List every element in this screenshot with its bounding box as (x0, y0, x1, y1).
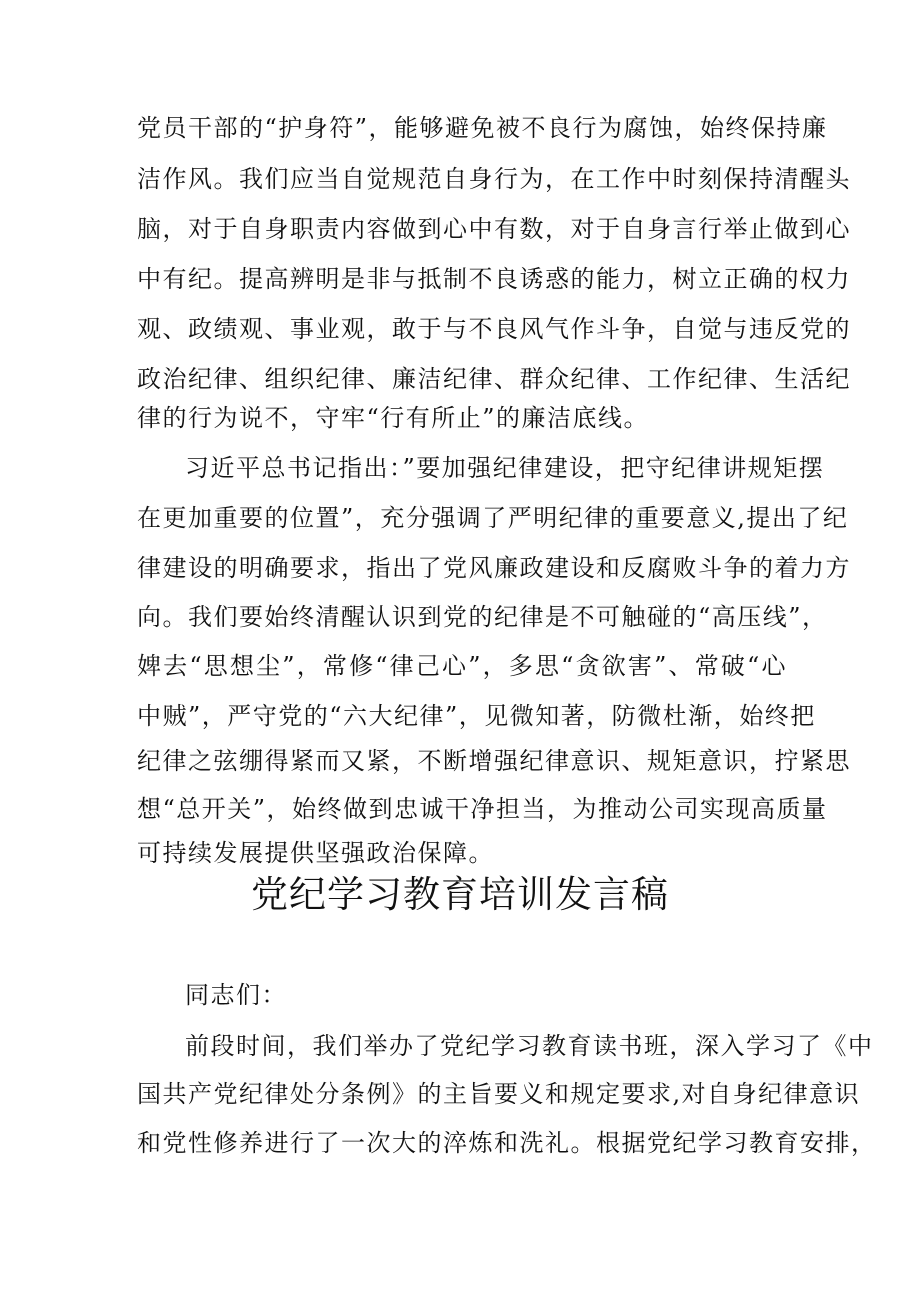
salutation: 同志们： (185, 981, 287, 1009)
paragraph-2-line-1: 习近平总书记指出：”要加强纪律建设，把守纪律讲规矩摆 (185, 454, 825, 482)
document-title: 党纪学习教育培训发言稿 (251, 873, 669, 916)
paragraph-2-line-7: 纪律之弦绷得紧而又紧，不断增强纪律意识、规矩意识，拧紧思 (137, 747, 851, 775)
paragraph-2-line-8: 想“总开关”，始终做到忠诚干净担当，为推动公司实现高质量 (137, 795, 828, 823)
paragraph-2-line-2: 在更加重要的位置”，充分强调了严明纪律的重要意义,提出了纪 (137, 504, 849, 532)
paragraph-1-line-4: 中有纪。提高辨明是非与抵制不良诱惑的能力，树立正确的权力 (137, 265, 851, 293)
paragraph-2-line-5: 婢去“思想尘”，常修“律己心”，多思“贪欲害”、常破“心 (137, 652, 787, 680)
paragraph-1-line-6: 政治纪律、组织纪律、廉洁纪律、群众纪律、工作纪律、生活纪 (137, 365, 851, 393)
paragraph-1-line-5: 观、政绩观、事业观，敢于与不良风气作斗争，自觉与违反党的 (137, 315, 851, 343)
paragraph-2-line-9: 可持续发展提供坚强政治保障。 (137, 839, 494, 867)
paragraph-1-line-3: 脑，对于自身职责内容做到心中有数，对于自身言行举止做到心 (137, 215, 851, 243)
paragraph-2-line-6: 中贼”，严守党的“六大纪律”，见微知著，防微杜渐，始终把 (137, 702, 816, 730)
paragraph-3-line-1: 前段时间，我们举办了党纪学习教育读书班，深入学习了《中 (185, 1032, 874, 1060)
paragraph-1-line-2: 洁作风。我们应当自觉规范自身行为，在工作中时刻保持清醒头 (137, 165, 851, 193)
paragraph-3-line-2: 国共产党纪律处分条例》的主旨要义和规定要求,对自身纪律意识 (137, 1080, 861, 1108)
paragraph-1-line-1: 党员干部的“护身符”，能够避免被不良行为腐蚀，始终保持廉 (137, 114, 828, 142)
paragraph-3-line-3: 和党性修养进行了一次大的淬炼和洗礼。根据党纪学习教育安排， (137, 1129, 877, 1157)
paragraph-2-line-4: 向。我们要始终清醒认识到党的纪律是不可触碰的“高压线”， (137, 603, 828, 631)
paragraph-1-line-7: 律的行为说不，守牢“行有所止”的廉洁底线。 (137, 404, 650, 432)
paragraph-2-line-3: 律建设的明确要求，指出了党风廉政建设和反腐败斗争的着力方 (137, 554, 851, 582)
